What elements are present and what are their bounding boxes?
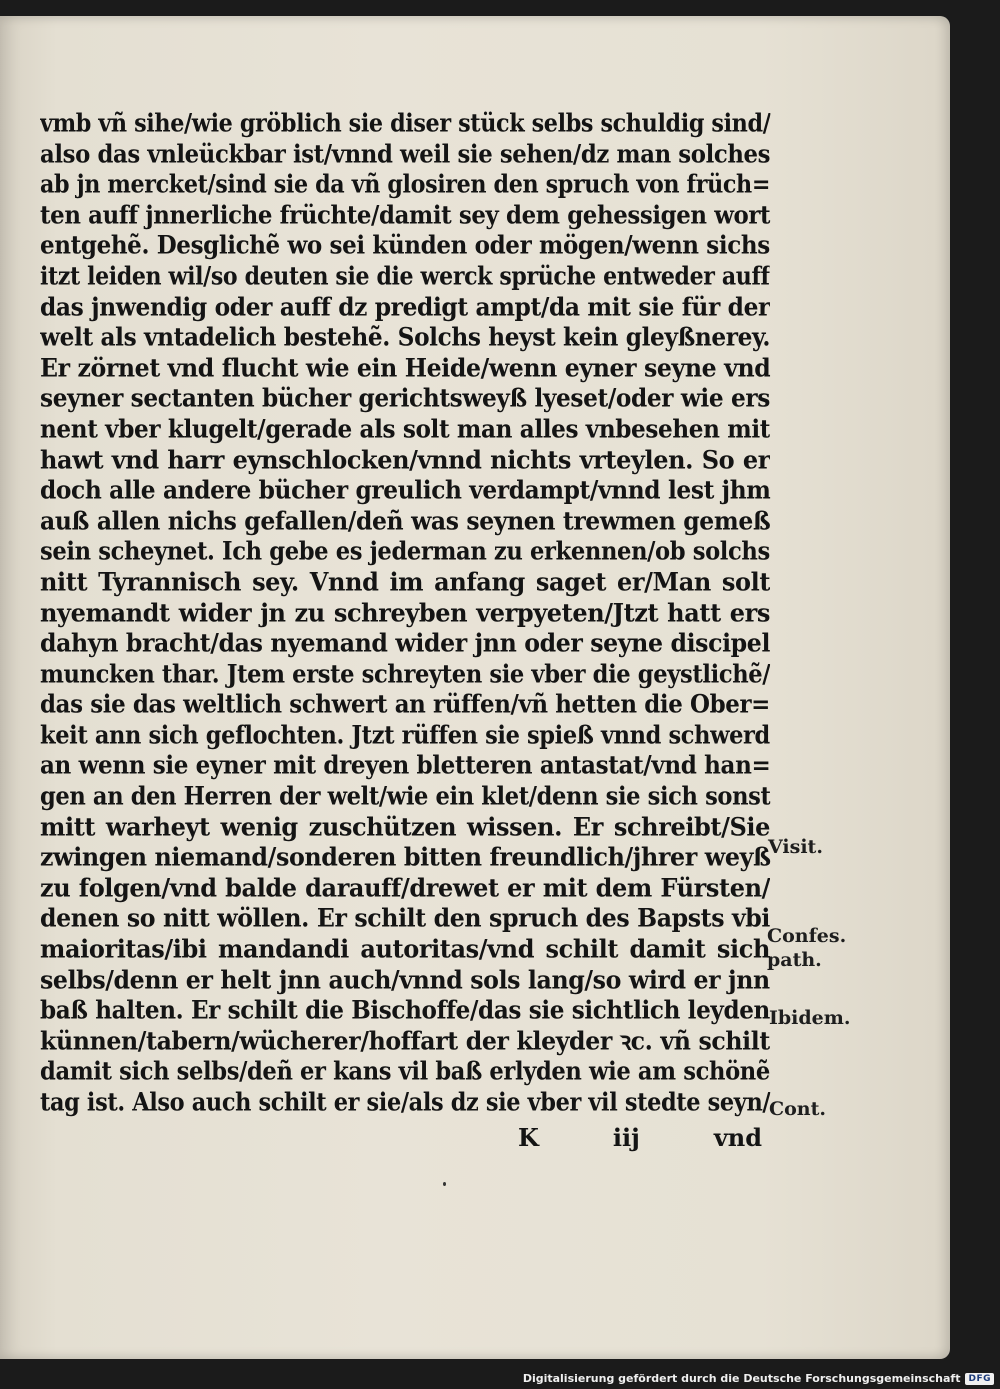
text-line: keit ann sich geflochten. Jtzt rüffen sie spieß vnnd schwerd <box>40 719 770 750</box>
text-line: baß halten. Er schilt die Bischoffe/das sie sichtlich leyden <box>40 994 770 1025</box>
text-line: zwingen niemand/sonderen bitten freundlich/jhrer weyß <box>40 841 771 872</box>
text-line: nent vber klugelt/gerade als solt man alles vnbesehen mit <box>40 413 770 444</box>
text-line: denen so nitt wöllen. Er schilt den spruch des Bapsts vbi <box>40 902 770 934</box>
text-line: auß allen nichs gefallen/deñ was seynen trewmen gemeß <box>40 504 771 536</box>
text-line: seyner sectanten bücher gerichtsweyß lyeset/oder wie ers <box>40 382 770 414</box>
text-line: hawt vnd harr eynschlocken/vnnd nichts vrteylen. So er <box>40 443 770 475</box>
digitization-footer <box>523 1372 994 1385</box>
ink-speck <box>443 1182 446 1186</box>
text-line: doch alle andere bücher greulich verdampt/vnnd lest jhm <box>40 474 771 505</box>
text-line: zu folgen/vnd balde darauff/drewet er mit dem Fürsten/ <box>40 872 770 903</box>
text-line: nyemandt wider jn zu schreyben verpyeten/Jtzt hatt ers <box>40 596 770 628</box>
text-line: das sie das weltlich schwert an rüffen/vñ hetten die Ober= <box>40 688 770 719</box>
signature-mark: K <box>518 1123 539 1152</box>
text-line: das jnwendig oder auff dz predigt ampt/da mit sie für der <box>40 290 770 322</box>
catchword: vnd <box>713 1123 762 1152</box>
margin-note-path: path. <box>767 949 822 971</box>
funding-credit: Digitalisierung gefördert durch die Deutsche Forschungsgemeinschaft <box>522 1372 961 1385</box>
text-line: also das vnleückbar ist/vnnd weil sie sehen/dz man solches <box>40 137 770 169</box>
dfg-logo: DFG <box>965 1373 994 1385</box>
page-catchline <box>518 1123 762 1152</box>
text-line: an wenn sie eyner mit dreyen bletteren antastat/vnd han= <box>40 749 771 781</box>
text-line: künnen/tabern/wücherer/hoffart der kleyder ꝛc. vñ schilt <box>40 1025 770 1056</box>
text-line: sein scheynet. Ich gebe es jederman zu erkennen/ob solchs <box>40 535 770 566</box>
text-line: tag ist. Also auch schilt er sie/als dz sie vber vil stedte seyn/ <box>40 1086 771 1117</box>
text-line: gen an den Herren der welt/wie ein klet/denn sie sich sonst <box>40 780 771 811</box>
text-line: ab jn mercket/sind sie da vñ glosiren den spruch von früch= <box>40 168 770 199</box>
book-page <box>0 16 950 1359</box>
text-line: selbs/denn er helt jnn auch/vnnd sols lang/so wird er jnn <box>40 963 770 995</box>
text-line: Er zörnet vnd flucht wie ein Heide/wenn eyner seyne vnd <box>40 351 771 383</box>
text-line: ten auff jnnerliche früchte/damit sey dem gehessigen wort <box>40 199 771 230</box>
sheet-number: iij <box>612 1123 640 1152</box>
text-line: nitt Tyrannisch sey. Vnnd im anfang saget er/Man solt <box>40 566 770 597</box>
margin-note-ibidem: Ibidem. <box>769 1007 851 1029</box>
text-line: damit sich selbs/deñ er kans vil baß erlyden wie am schönẽ <box>40 1055 770 1087</box>
margin-note-visit: Visit. <box>768 836 823 858</box>
margin-note-confes: Confes. <box>767 925 847 947</box>
text-line: itzt leiden wil/so deuten sie die werck sprüche entweder auff <box>40 260 770 291</box>
text-line: muncken thar. Jtem erste schreyten sie vber die geystlichẽ/ <box>40 657 771 689</box>
margin-note-cont: Cont. <box>769 1098 826 1120</box>
text-line: welt als vntadelich bestehẽ. Solchs heyst kein gleyßnerey. <box>40 321 770 352</box>
text-line: vmb vñ sihe/wie gröblich sie diser stück selbs schuldig sind/ <box>40 107 771 138</box>
text-line: dahyn bracht/das nyemand wider jnn oder seyne discipel <box>40 627 770 658</box>
text-line: entgehẽ. Desglichẽ wo sei künden oder mögen/wenn sichs <box>40 229 770 261</box>
text-line: maioritas/ibi mandandi autoritas/vnd schilt damit sich <box>40 933 770 964</box>
text-line: mitt warheyt wenig zuschützen wissen. Er schreibt/Sie <box>40 810 770 842</box>
main-text-block <box>40 108 770 1118</box>
